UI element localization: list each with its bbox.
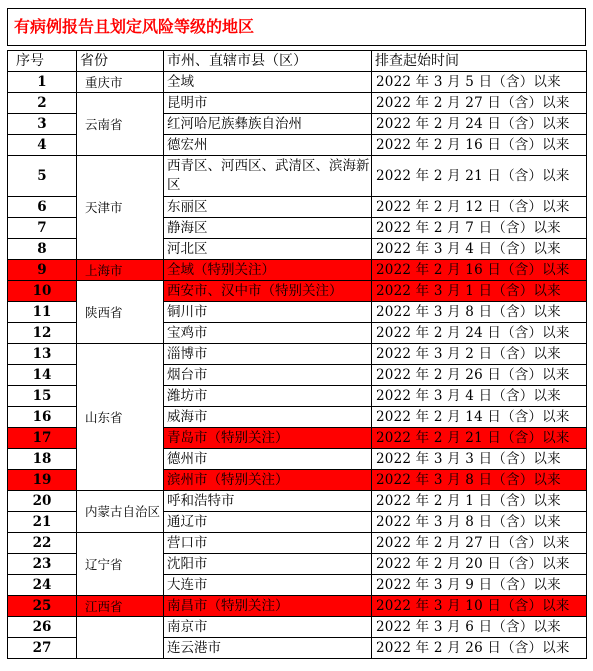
area-cell: 德州市 [164, 449, 372, 470]
row-index: 6 [8, 197, 77, 218]
row-index: 1 [8, 72, 77, 93]
province-cell: 重庆市 [77, 72, 164, 93]
start-time-cell: 2022 年 3 月 8 日（含）以来 [372, 470, 587, 491]
area-cell: 河北区 [164, 239, 372, 260]
province-cell: 内蒙古自治区 [77, 491, 164, 533]
area-cell: 铜川市 [164, 302, 372, 323]
row-index: 20 [8, 491, 77, 512]
province-cell: 天津市 [77, 156, 164, 260]
title-bar [7, 8, 586, 46]
header-start-time: 排查起始时间 [372, 51, 587, 72]
area-cell: 红河哈尼族彝族自治州 [164, 114, 372, 135]
area-cell: 西安市、汉中市（特别关注） [164, 281, 372, 302]
row-index: 22 [8, 533, 77, 554]
start-time-cell: 2022 年 2 月 21 日（含）以来 [372, 156, 587, 197]
area-cell: 青岛市（特别关注） [164, 428, 372, 449]
province-cell: 辽宁省 [77, 533, 164, 596]
start-time-cell: 2022 年 2 月 26 日（含）以来 [372, 365, 587, 386]
area-cell: 威海市 [164, 407, 372, 428]
area-cell: 沈阳市 [164, 554, 372, 575]
start-time-cell: 2022 年 3 月 4 日（含）以来 [372, 239, 587, 260]
area-cell: 西青区、河西区、武清区、滨海新区 [164, 156, 372, 197]
start-time-cell: 2022 年 3 月 4 日（含）以来 [372, 386, 587, 407]
table-header-row [8, 51, 587, 72]
start-time-cell: 2022 年 2 月 27 日（含）以来 [372, 533, 587, 554]
area-cell: 烟台市 [164, 365, 372, 386]
start-time-cell: 2022 年 3 月 9 日（含）以来 [372, 575, 587, 596]
header-province: 省份 [77, 51, 164, 72]
row-index: 16 [8, 407, 77, 428]
start-time-cell: 2022 年 2 月 24 日（含）以来 [372, 323, 587, 344]
start-time-cell: 2022 年 3 月 5 日（含）以来 [372, 72, 587, 93]
risk-area-table [7, 50, 587, 659]
table-row [8, 260, 587, 281]
table-body [8, 72, 587, 659]
row-index: 15 [8, 386, 77, 407]
start-time-cell: 2022 年 3 月 10 日（含）以来 [372, 596, 587, 617]
row-index: 25 [8, 596, 77, 617]
start-time-cell: 2022 年 2 月 1 日（含）以来 [372, 491, 587, 512]
area-cell: 连云港市 [164, 638, 372, 659]
start-time-cell: 2022 年 2 月 20 日（含）以来 [372, 554, 587, 575]
area-cell: 东丽区 [164, 197, 372, 218]
table-row [8, 596, 587, 617]
table-row [8, 344, 587, 365]
row-index: 19 [8, 470, 77, 491]
row-index: 10 [8, 281, 77, 302]
area-cell: 全域 [164, 72, 372, 93]
table-row [8, 93, 587, 114]
start-time-cell: 2022 年 2 月 12 日（含）以来 [372, 197, 587, 218]
start-time-cell: 2022 年 3 月 8 日（含）以来 [372, 512, 587, 533]
row-index: 26 [8, 617, 77, 638]
province-cell [77, 617, 164, 659]
start-time-cell: 2022 年 3 月 1 日（含）以来 [372, 281, 587, 302]
table-row [8, 617, 587, 638]
start-time-cell: 2022 年 2 月 7 日（含）以来 [372, 218, 587, 239]
area-cell: 全域（特别关注） [164, 260, 372, 281]
area-cell: 大连市 [164, 575, 372, 596]
province-cell: 上海市 [77, 260, 164, 281]
row-index: 12 [8, 323, 77, 344]
row-index: 11 [8, 302, 77, 323]
area-cell: 潍坊市 [164, 386, 372, 407]
area-cell: 昆明市 [164, 93, 372, 114]
area-cell: 滨州市（特别关注） [164, 470, 372, 491]
row-index: 27 [8, 638, 77, 659]
province-cell: 山东省 [77, 344, 164, 491]
area-cell: 宝鸡市 [164, 323, 372, 344]
table-row [8, 156, 587, 197]
start-time-cell: 2022 年 2 月 26 日（含）以来 [372, 638, 587, 659]
start-time-cell: 2022 年 3 月 2 日（含）以来 [372, 344, 587, 365]
area-cell: 南昌市（特别关注） [164, 596, 372, 617]
document-title: 有病例报告且划定风险等级的地区 [14, 17, 255, 36]
start-time-cell: 2022 年 2 月 14 日（含）以来 [372, 407, 587, 428]
province-cell: 云南省 [77, 93, 164, 156]
start-time-cell: 2022 年 2 月 16 日（含）以来 [372, 260, 587, 281]
area-cell: 营口市 [164, 533, 372, 554]
area-cell: 淄博市 [164, 344, 372, 365]
row-index: 18 [8, 449, 77, 470]
row-index: 9 [8, 260, 77, 281]
area-cell: 德宏州 [164, 135, 372, 156]
start-time-cell: 2022 年 3 月 3 日（含）以来 [372, 449, 587, 470]
area-cell: 呼和浩特市 [164, 491, 372, 512]
header-city: 市州、直辖市县（区） [164, 51, 372, 72]
start-time-cell: 2022 年 2 月 21 日（含）以来 [372, 428, 587, 449]
table-row [8, 533, 587, 554]
row-index: 8 [8, 239, 77, 260]
province-cell: 江西省 [77, 596, 164, 617]
table-row [8, 491, 587, 512]
document [7, 8, 586, 663]
row-index: 14 [8, 365, 77, 386]
header-index: 序号 [8, 51, 77, 72]
area-cell: 通辽市 [164, 512, 372, 533]
row-index: 3 [8, 114, 77, 135]
row-index: 24 [8, 575, 77, 596]
row-index: 4 [8, 135, 77, 156]
row-index: 17 [8, 428, 77, 449]
row-index: 7 [8, 218, 77, 239]
start-time-cell: 2022 年 2 月 27 日（含）以来 [372, 93, 587, 114]
table-row [8, 72, 587, 93]
start-time-cell: 2022 年 3 月 6 日（含）以来 [372, 617, 587, 638]
row-index: 2 [8, 93, 77, 114]
province-cell: 陕西省 [77, 281, 164, 344]
table-row [8, 281, 587, 302]
start-time-cell: 2022 年 2 月 24 日（含）以来 [372, 114, 587, 135]
row-index: 23 [8, 554, 77, 575]
start-time-cell: 2022 年 2 月 16 日（含）以来 [372, 135, 587, 156]
row-index: 13 [8, 344, 77, 365]
area-cell: 静海区 [164, 218, 372, 239]
row-index: 5 [8, 156, 77, 197]
row-index: 21 [8, 512, 77, 533]
area-cell: 南京市 [164, 617, 372, 638]
start-time-cell: 2022 年 3 月 8 日（含）以来 [372, 302, 587, 323]
